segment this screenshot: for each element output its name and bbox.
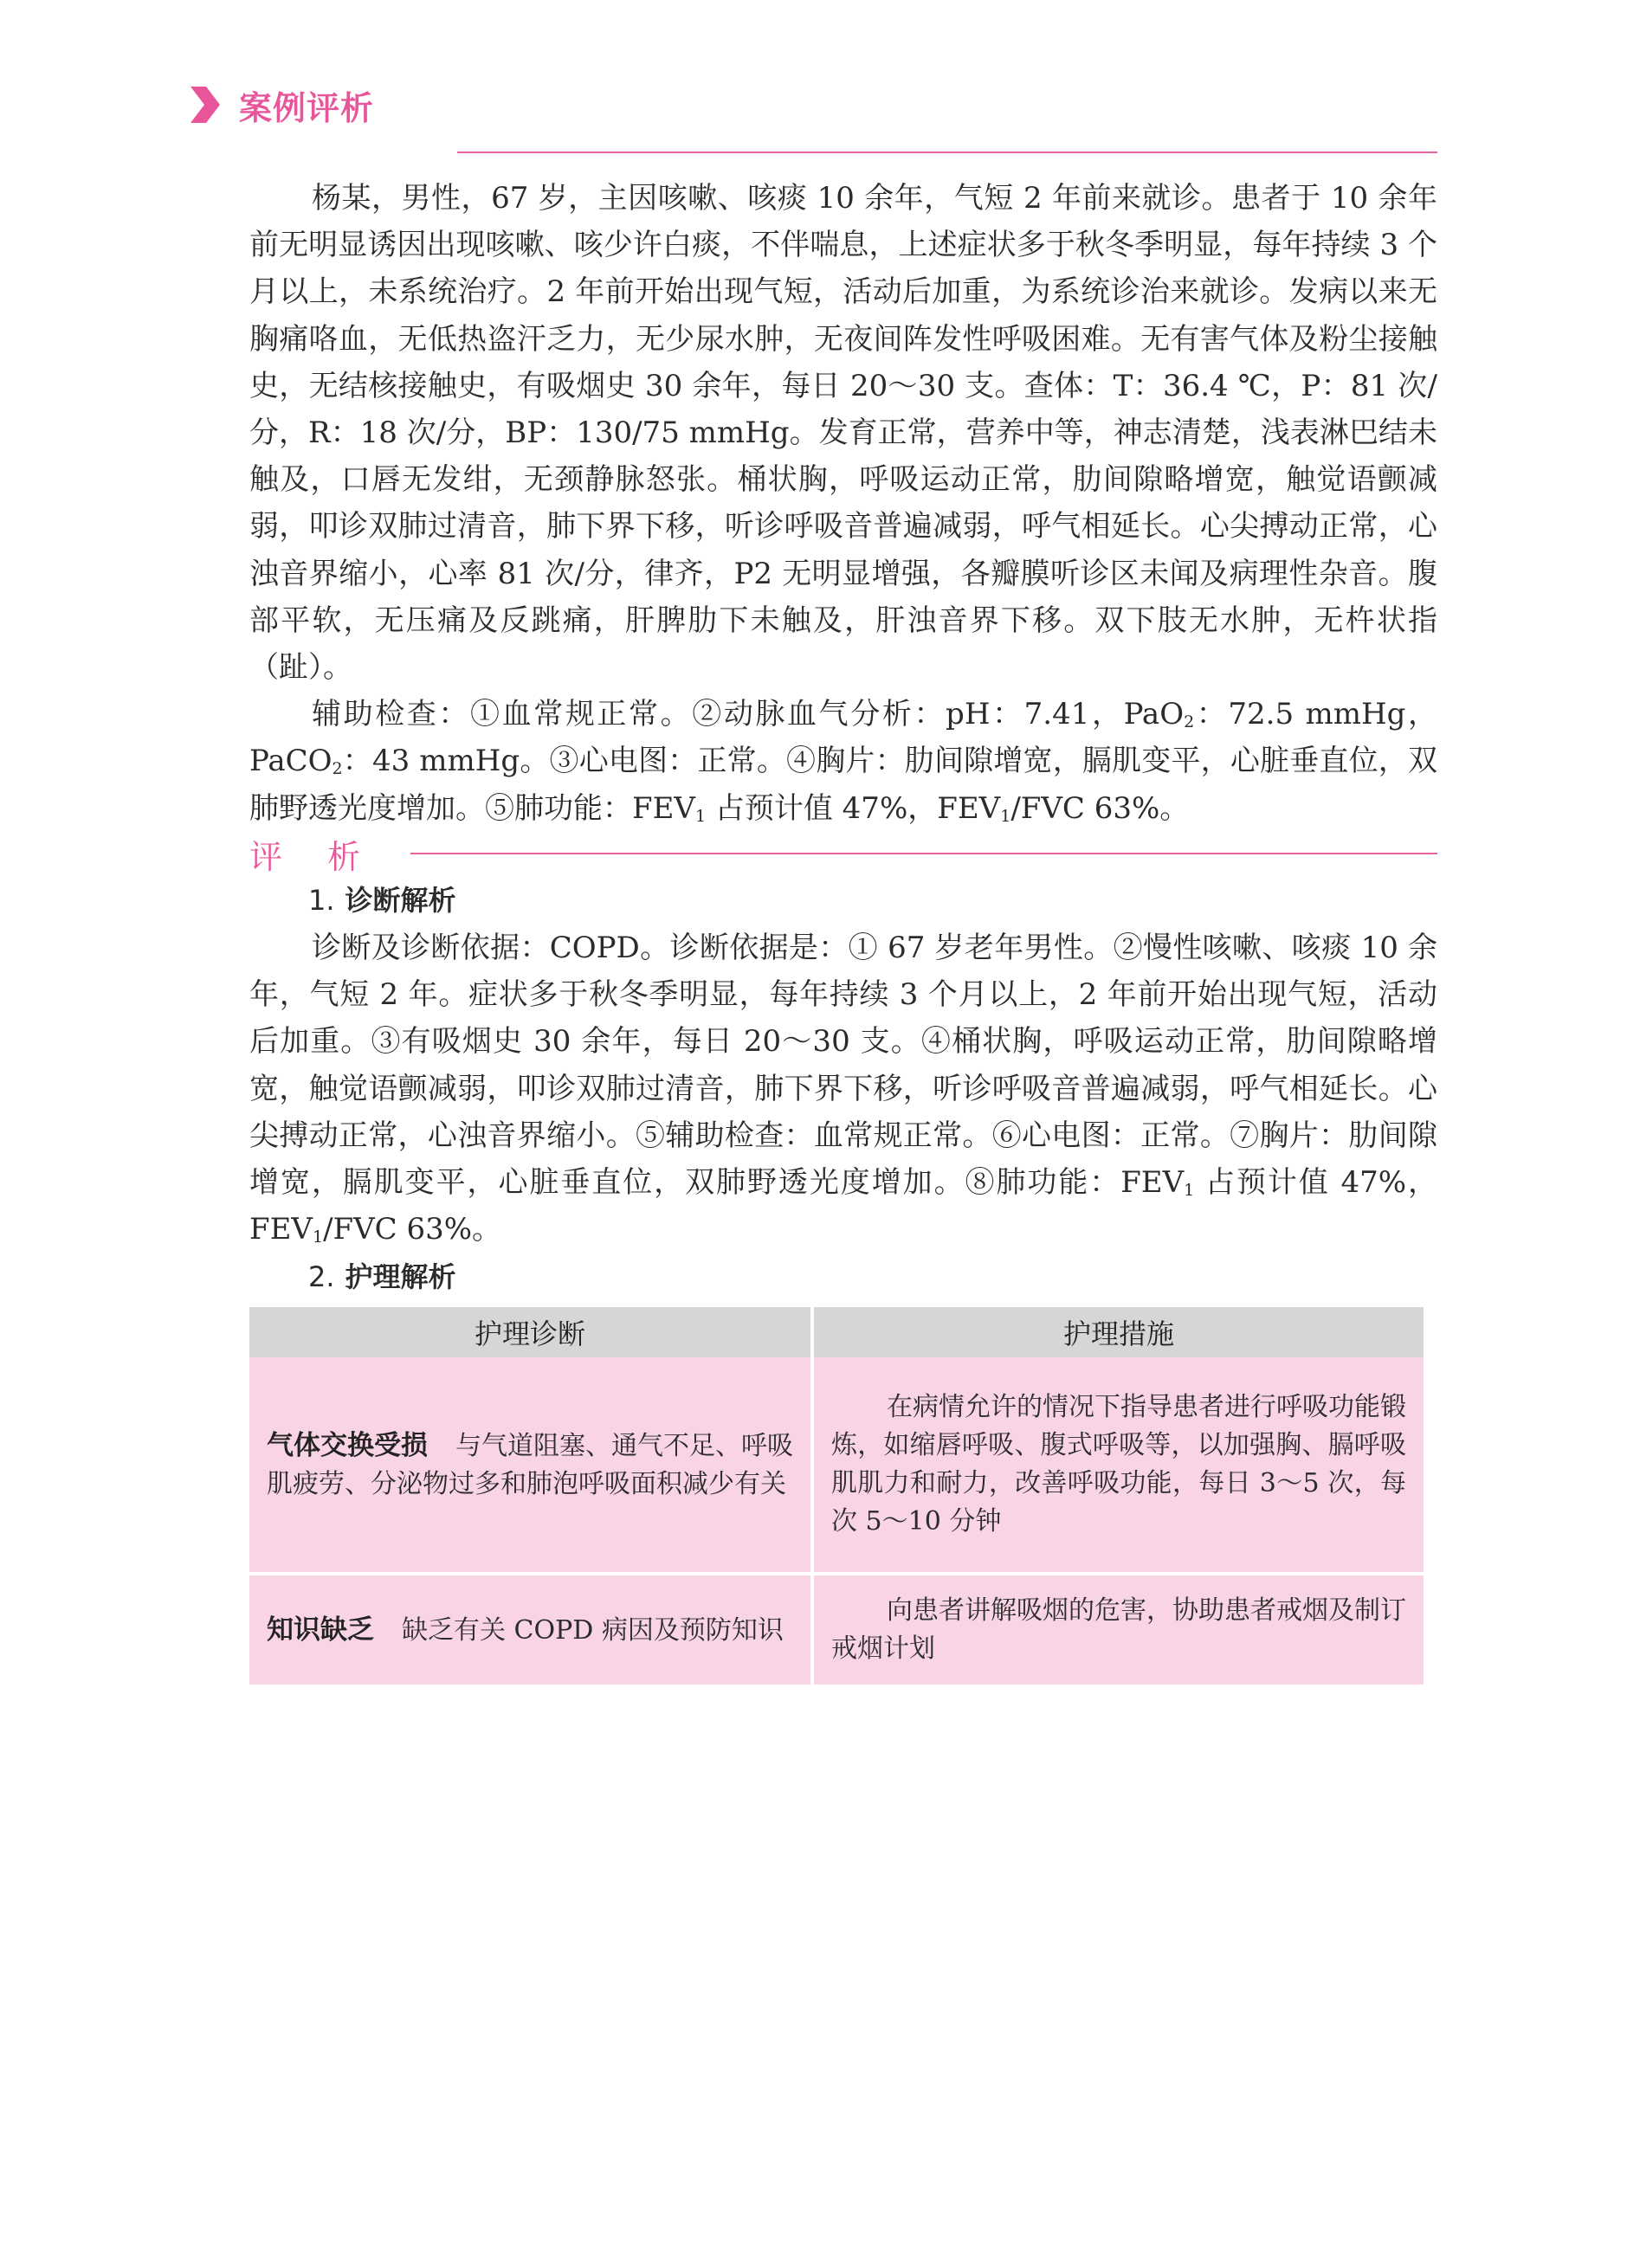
nursing-table <box>249 1307 1424 1685</box>
aux-exam-paragraph: 辅助检查：①血常规正常。②动脉血气分析：pH：7.41，PaO$_2$：72.5 mmHg，PaCO$_2$：43 mmHg。③心电图：正常。④胸片：肋间隙增宽，膈肌变平，心脏垂直位，双肺野透光度增加。⑤肺功能：$FEV_1$ 占预计值 47%，$FEV_1$/FVC 63%。 <box>249 697 1437 826</box>
diagnosis-name: 知识缺乏 <box>267 1614 374 1646</box>
section-header <box>189 81 374 128</box>
diagnosis-cell <box>249 1357 812 1574</box>
diagnosis-name: 气体交换受损 <box>267 1429 428 1461</box>
analysis-body <box>249 876 1437 1301</box>
diagnosis-detail: 缺乏有关 COPD 病因及预防知识 <box>402 1614 784 1646</box>
measure-text: 在病情允许的情况下指导患者进行呼吸功能锻炼，如缩唇呼吸、腹式呼吸等，以加强胸、膈呼吸肌肌力和耐力，改善呼吸功能，每日 3～5 次，每次 5～10 分钟 <box>831 1392 1406 1537</box>
measure-cell <box>812 1357 1424 1574</box>
chevron-right-icon <box>189 85 222 125</box>
header-divider <box>457 151 1437 153</box>
analysis-divider <box>410 853 1437 854</box>
analysis-header <box>249 829 1437 878</box>
diagnosis-detail: 与气道阻塞、通气不足、呼吸肌疲劳、分泌物过多和肺泡呼吸面积减少有关 <box>267 1430 793 1499</box>
diagnosis-paragraph: 诊断及诊断依据：COPD。诊断依据是：① 67 岁老年男性。②慢性咳嗽、咳痰 10 余年，气短 2 年。症状多于秋冬季明显，每年持续 3 个月以上，2 年前开始出现气短，活动后加重。③有吸烟史 30 余年，每日 20～30 支。④桶状胸，呼吸运动正常，肋间隙略增宽，触觉语颤减弱，叩诊双肺过清音，肺下界下移，听诊呼吸音普遍减弱，呼气相延长。心尖搏动正常，心浊音界缩小。⑤辅助检查：血常规正常。⑥心电图：正常。⑦胸片：肋间隙增宽，膈肌变平，心脏垂直位，双肺野透光度增加。⑧肺功能：$FEV_1$ 占预计值 47%，$FEV_1$/FVC 63%。 <box>249 931 1438 1247</box>
column-header-diagnosis: 护理诊断 <box>249 1307 812 1357</box>
nursing-heading: 2. 护理解析 <box>308 1260 456 1294</box>
measure-text: 向患者讲解吸烟的危害，协助患者戒烟及制订戒烟计划 <box>831 1595 1406 1664</box>
diagnosis-cell <box>249 1574 812 1685</box>
table-header-row <box>249 1307 1424 1357</box>
table-row <box>249 1357 1424 1574</box>
case-description <box>249 175 1437 832</box>
analysis-title: 评析 <box>249 837 406 876</box>
section-title: 案例评析 <box>239 88 375 127</box>
diagnosis-heading: 1. 诊断解析 <box>308 884 456 917</box>
case-paragraph: 杨某，男性，67 岁，主因咳嗽、咳痰 10 余年，气短 2 年前来就诊。患者于 10 余年前无明显诱因出现咳嗽、咳少许白痰，不伴喘息，上述症状多于秋冬季明显，每年持续 3 个月以上，未系统治疗。2 年前开始出现气短，活动后加重，为系统诊治来就诊。发病以来无胸痛咯血，无低热盗汗乏力，无少尿水肿，无夜间阵发性呼吸困难。无有害气体及粉尘接触史，无结核接触史，有吸烟史 30 余年，每日 20～30 支。查体：T：36.4 ℃，P：81 次/分，R：18 次/分，BP：130/75 mmHg。发育正常，营养中等，神志清楚，浅表淋巴结未触及，口唇无发绀，无颈静脉怒张。桶状胸，呼吸运动正常，肋间隙略增宽，触觉语颤减弱，叩诊双肺过清音，肺下界下移，听诊呼吸音普遍减弱，呼气相延长。心尖搏动正常，心浊音界缩小，心率 81 次/分，律齐，P2 无明显增强，各瓣膜听诊区未闻及病理性杂音。腹部平软，无压痛及反跳痛，肝脾肋下未触及，肝浊音界下移。双下肢无水肿，无杵状指（趾）。 <box>249 181 1437 686</box>
measure-cell <box>812 1574 1424 1685</box>
column-header-measures: 护理措施 <box>812 1307 1424 1357</box>
table-row <box>249 1574 1424 1685</box>
